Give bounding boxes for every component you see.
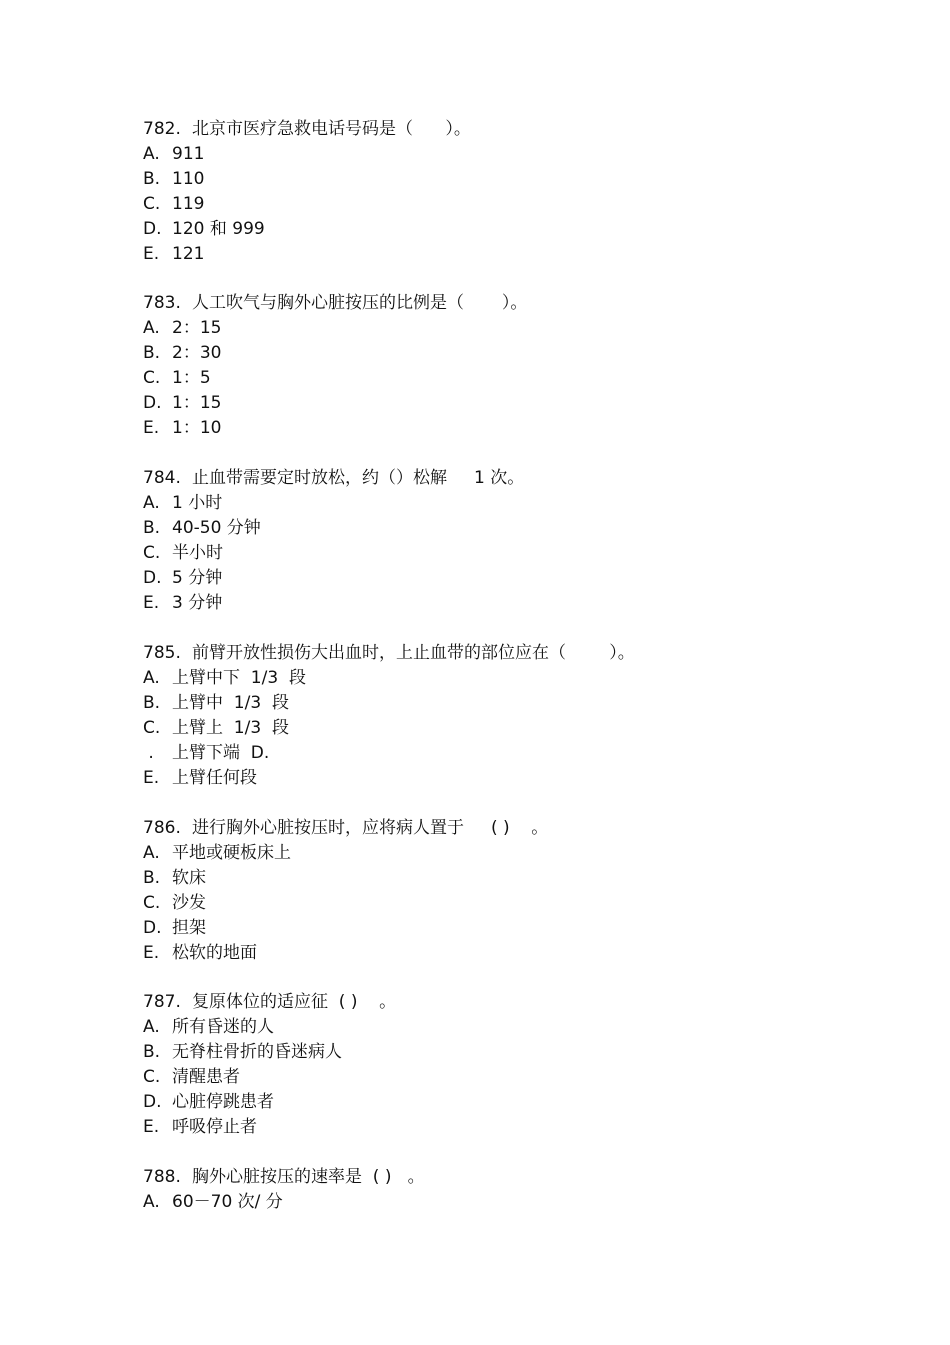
option-text: 40-50 分钟 [172,518,261,538]
question-stem [143,466,863,491]
option-label: A. [143,843,160,863]
option-label: E. [143,768,160,788]
option-label: B. [143,868,161,888]
option-d [143,391,863,416]
option-text: 60－70 次/ 分 [172,1192,283,1212]
option-label: C. [143,718,161,738]
option-label: C. [143,194,161,214]
option-text: 清醒患者 [172,1067,240,1087]
option-e [143,1115,863,1140]
option-text: 2：30 [172,343,222,363]
question-number: 783. [143,293,181,313]
option-b [143,866,863,891]
question-784 [143,466,863,616]
option-text: 上臂中下 1/3 段 [172,668,306,688]
question-782 [143,117,863,267]
option-b [143,341,863,366]
question-783 [143,291,863,441]
option-c [143,366,863,391]
option-d [143,566,863,591]
option-c [143,891,863,916]
question-text: 前臂开放性损伤大出血时，上止血带的部位应在（ ）。 [192,643,635,663]
option-text: 121 [172,244,205,264]
option-label: D. [143,393,162,413]
option-c [143,541,863,566]
option-text: 担架 [172,918,206,938]
option-a [143,841,863,866]
option-label: B. [143,693,161,713]
question-text: 复原体位的适应征 ( ) 。 [192,992,397,1012]
option-e [143,766,863,791]
option-text: 松软的地面 [172,943,257,963]
option-a [143,1015,863,1040]
option-d [143,916,863,941]
option-c [143,192,863,217]
option-label: E. [143,593,160,613]
question-number: 785. [143,643,181,663]
question-number: 787. [143,992,181,1012]
option-text: 无脊柱骨折的昏迷病人 [172,1042,342,1062]
question-786 [143,816,863,966]
option-label: D. [143,219,162,239]
option-text: 911 [172,144,205,164]
question-text: 北京市医疗急救电话号码是（ ）。 [192,119,471,139]
option-a [143,142,863,167]
option-text: 2：15 [172,318,222,338]
option-b [143,691,863,716]
option-label: B. [143,169,161,189]
option-label: C. [143,1067,161,1087]
option-text: 半小时 [172,543,223,563]
option-d [143,1090,863,1115]
option-c [143,1065,863,1090]
option-label: B. [143,518,161,538]
option-text: 心脏停跳患者 [172,1092,274,1112]
option-d [143,217,863,242]
option-d [143,741,863,766]
question-stem [143,641,863,666]
option-text: 上臂任何段 [172,768,257,788]
option-label: . [143,743,154,763]
option-a [143,491,863,516]
option-text: 上臂下端 D. [172,743,270,763]
question-number: 784. [143,468,181,488]
option-a [143,1190,863,1215]
question-text: 进行胸外心脏按压时，应将病人置于 ( ) 。 [192,818,549,838]
question-788 [143,1165,863,1215]
question-stem [143,117,863,142]
question-stem [143,990,863,1015]
option-label: C. [143,893,161,913]
option-text: 上臂上 1/3 段 [172,718,289,738]
option-label: B. [143,343,161,363]
option-text: 沙发 [172,893,206,913]
question-number: 788. [143,1167,181,1187]
option-text: 软床 [172,868,206,888]
option-text: 平地或硬板床上 [172,843,291,863]
option-text: 上臂中 1/3 段 [172,693,289,713]
option-e [143,591,863,616]
question-787 [143,990,863,1140]
option-label: A. [143,493,160,513]
option-label: E. [143,1117,160,1137]
question-stem [143,1165,863,1190]
option-a [143,316,863,341]
question-number: 782. [143,119,181,139]
option-text: 119 [172,194,205,214]
option-label: E. [143,943,160,963]
question-number: 786. [143,818,181,838]
option-label: A. [143,1192,160,1212]
option-text: 1 小时 [172,493,223,513]
option-label: C. [143,543,161,563]
option-c [143,716,863,741]
question-text: 止血带需要定时放松，约（）松解 1 次。 [192,468,525,488]
option-text: 呼吸停止者 [172,1117,257,1137]
option-text: 3 分钟 [172,593,223,613]
option-text: 1：15 [172,393,222,413]
option-label: A. [143,668,160,688]
option-e [143,416,863,441]
question-stem [143,291,863,316]
option-text: 5 分钟 [172,568,223,588]
option-text: 120 和 999 [172,219,265,239]
option-label: D. [143,918,162,938]
option-label: D. [143,1092,162,1112]
option-e [143,242,863,267]
option-b [143,167,863,192]
question-785 [143,641,863,791]
question-text: 胸外心脏按压的速率是 ( ) 。 [192,1167,425,1187]
option-e [143,941,863,966]
option-label: B. [143,1042,161,1062]
option-label: A. [143,318,160,338]
question-stem [143,816,863,841]
option-label: E. [143,418,160,438]
option-label: C. [143,368,161,388]
option-b [143,1040,863,1065]
option-label: A. [143,1017,160,1037]
option-text: 1：5 [172,368,211,388]
option-text: 所有昏迷的人 [172,1017,274,1037]
option-text: 110 [172,169,205,189]
option-label: A. [143,144,160,164]
option-b [143,516,863,541]
option-label: E. [143,244,160,264]
option-text: 1：10 [172,418,222,438]
question-text: 人工吹气与胸外心脏按压的比例是（ ）。 [192,293,528,313]
option-label: D. [143,568,162,588]
option-a [143,666,863,691]
